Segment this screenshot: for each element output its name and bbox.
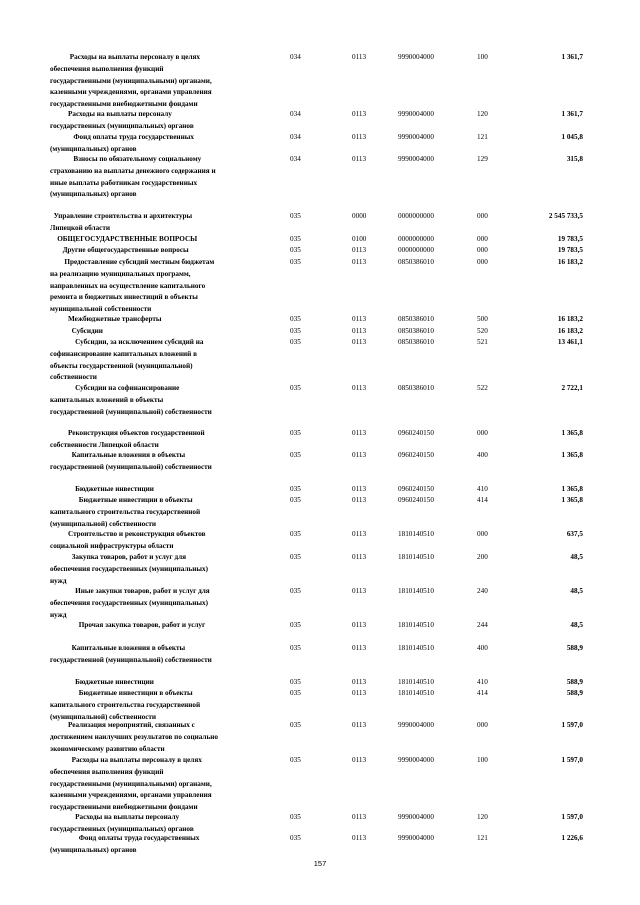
row-section-code: 0113 — [352, 678, 367, 686]
row-grbs-code: 035 — [290, 678, 301, 686]
row-grbs-code: 035 — [290, 384, 301, 392]
row-expense-type: 000 — [477, 530, 488, 538]
row-target-article: 0850386010 — [398, 327, 434, 335]
row-expense-type: 521 — [477, 338, 488, 346]
row-description: Фонд оплаты труда государственных (муниципальных) органов — [50, 834, 200, 854]
row-description: Бюджетные инвестиции в объекты капитального строительства государственной (муниципальной) собственности — [50, 496, 201, 528]
row-grbs-code: 035 — [290, 721, 301, 729]
row-description: Субсидии, за исключением субсидий на софинансирование капитальных вложений в объекты государственной (муниципальной) собственности — [50, 338, 204, 382]
row-target-article: 1810140510 — [398, 678, 434, 686]
row-expense-type: 240 — [477, 587, 488, 595]
row-target-article: 9990004000 — [398, 53, 434, 61]
row-amount: 16 183,2 — [557, 327, 583, 335]
row-grbs-code: 035 — [290, 530, 301, 538]
row-amount: 1 365,8 — [561, 451, 583, 459]
row-amount: 2 545 733,5 — [548, 212, 583, 220]
row-description: Расходы на выплаты персоналу государственных (муниципальных) органов — [50, 813, 194, 833]
row-description: Строительство и реконструкция объектов социальной инфраструктуры области — [50, 530, 206, 550]
row-target-article: 1810140510 — [398, 553, 434, 561]
row-amount: 637,5 — [566, 530, 583, 538]
row-section-code: 0113 — [352, 834, 367, 842]
row-target-article: 1810140510 — [398, 644, 434, 652]
row-amount: 48,5 — [570, 621, 583, 629]
row-description: Другие общегосударственные вопросы — [50, 246, 189, 254]
row-grbs-code: 035 — [290, 246, 301, 254]
row-target-article: 9990004000 — [398, 756, 434, 764]
row-section-code: 0113 — [352, 587, 367, 595]
row-description: Межбюджетные трансферты — [50, 315, 162, 323]
row-expense-type: 520 — [477, 327, 488, 335]
row-grbs-code: 035 — [290, 496, 301, 504]
row-grbs-code: 035 — [290, 587, 301, 595]
row-description: Реконструкция объектов государственной собственности Липецкой области — [50, 429, 205, 449]
row-section-code: 0113 — [352, 721, 367, 729]
row-target-article: 9990004000 — [398, 110, 434, 118]
row-target-article: 9990004000 — [398, 721, 434, 729]
row-grbs-code: 035 — [290, 621, 301, 629]
row-grbs-code: 035 — [290, 553, 301, 561]
row-description: Расходы на выплаты персоналу в целях обеспечения выполнения функций государственными (муниципальными) органами, казенными учреждениями, органами управления государственными внебюджетными фондами — [50, 756, 212, 812]
row-target-article: 0850386010 — [398, 258, 434, 266]
row-target-article: 0960240150 — [398, 485, 434, 493]
row-section-code: 0000 — [352, 212, 367, 220]
row-expense-type: 100 — [477, 756, 488, 764]
row-amount: 2 722,1 — [561, 384, 583, 392]
row-description: Бюджетные инвестиции — [50, 678, 154, 686]
row-target-article: 0850386010 — [398, 315, 434, 323]
row-description: Закупка товаров, работ и услуг для обеспечения государственных (муниципальных) нужд — [50, 553, 208, 585]
row-target-article: 9990004000 — [398, 133, 434, 141]
row-amount: 16 183,2 — [557, 258, 583, 266]
row-section-code: 0113 — [352, 133, 367, 141]
row-section-code: 0113 — [352, 429, 367, 437]
row-amount: 1 597,0 — [561, 721, 583, 729]
row-description: Расходы на выплаты персоналу государственных (муниципальных) органов — [50, 110, 194, 130]
row-target-article: 0960240150 — [398, 451, 434, 459]
row-amount: 1 361,7 — [561, 110, 583, 118]
row-expense-type: 000 — [477, 429, 488, 437]
row-amount: 1 597,0 — [561, 756, 583, 764]
row-grbs-code: 035 — [290, 756, 301, 764]
row-description: Предоставление субсидий местным бюджетам на реализацию муниципальных программ, направленных на осуществление капитального ремонта и бюджетных инвестиций в объекты муниципальной собственности — [50, 258, 215, 314]
row-description: Расходы на выплаты персоналу в целях обеспечения выполнения функций государственными (муниципальными) органами, казенными учреждениями, органами управления государственными внебюджетными фондами — [50, 53, 212, 109]
row-description: Субсидии на софинансирование капитальных вложений в объекты государственной (муниципальной) собственности — [50, 384, 212, 416]
row-amount: 315,8 — [566, 155, 583, 163]
row-target-article: 0850386010 — [398, 338, 434, 346]
row-target-article: 0960240150 — [398, 496, 434, 504]
row-amount: 1 597,0 — [561, 813, 583, 821]
row-amount: 1 361,7 — [561, 53, 583, 61]
row-section-code: 0113 — [352, 553, 367, 561]
row-expense-type: 121 — [477, 834, 488, 842]
row-section-code: 0113 — [352, 496, 367, 504]
row-section-code: 0113 — [352, 315, 367, 323]
row-grbs-code: 034 — [290, 110, 301, 118]
row-amount: 1 365,8 — [561, 429, 583, 437]
row-expense-type: 410 — [477, 678, 488, 686]
row-expense-type: 120 — [477, 110, 488, 118]
row-target-article: 0000000000 — [398, 235, 434, 243]
row-target-article: 0000000000 — [398, 246, 434, 254]
row-section-code: 0113 — [352, 756, 367, 764]
row-target-article: 0000000000 — [398, 212, 434, 220]
row-target-article: 9990004000 — [398, 155, 434, 163]
row-expense-type: 400 — [477, 644, 488, 652]
row-expense-type: 400 — [477, 451, 488, 459]
row-expense-type: 000 — [477, 246, 488, 254]
row-section-code: 0113 — [352, 644, 367, 652]
page-number: 157 — [313, 859, 327, 868]
row-target-article: 9990004000 — [398, 834, 434, 842]
row-target-article: 1810140510 — [398, 621, 434, 629]
row-target-article: 1810140510 — [398, 530, 434, 538]
row-grbs-code: 034 — [290, 155, 301, 163]
row-grbs-code: 035 — [290, 813, 301, 821]
row-amount: 19 783,5 — [557, 246, 583, 254]
row-section-code: 0113 — [352, 246, 367, 254]
row-grbs-code: 035 — [290, 338, 301, 346]
row-grbs-code: 035 — [290, 315, 301, 323]
row-grbs-code: 035 — [290, 212, 301, 220]
row-grbs-code: 035 — [290, 327, 301, 335]
row-amount: 1 365,8 — [561, 496, 583, 504]
row-expense-type: 121 — [477, 133, 488, 141]
row-description: Прочая закупка товаров, работ и услуг — [50, 621, 206, 629]
row-description: Взносы по обязательному социальному страхованию на выплаты денежного содержания и иные выплаты работникам государственных (муниципальных) органов — [50, 155, 216, 199]
row-amount: 588,9 — [566, 689, 583, 697]
row-section-code: 0113 — [352, 530, 367, 538]
row-section-code: 0113 — [352, 110, 367, 118]
row-section-code: 0113 — [352, 451, 367, 459]
row-expense-type: 522 — [477, 384, 488, 392]
row-grbs-code: 035 — [290, 451, 301, 459]
row-expense-type: 129 — [477, 155, 488, 163]
row-description: Капитальные вложения в объекты государственной (муниципальной) собственности — [50, 644, 212, 664]
row-amount: 48,5 — [570, 587, 583, 595]
row-expense-type: 414 — [477, 689, 488, 697]
row-description: Реализация мероприятий, связанных с достижением наилучших результатов по социально экономическому развитию области — [50, 721, 218, 753]
row-expense-type: 000 — [477, 721, 488, 729]
row-section-code: 0113 — [352, 813, 367, 821]
row-amount: 588,9 — [566, 678, 583, 686]
row-amount: 16 183,2 — [557, 315, 583, 323]
row-expense-type: 410 — [477, 485, 488, 493]
row-expense-type: 000 — [477, 212, 488, 220]
row-amount: 48,5 — [570, 553, 583, 561]
row-description: Фонд оплаты труда государственных (муниципальных) органов — [50, 133, 194, 153]
row-expense-type: 200 — [477, 553, 488, 561]
row-description: Капитальные вложения в объекты государственной (муниципальной) собственности — [50, 451, 212, 471]
row-amount: 1 365,8 — [561, 485, 583, 493]
row-description: Бюджетные инвестиции — [50, 485, 154, 493]
row-expense-type: 120 — [477, 813, 488, 821]
row-expense-type: 100 — [477, 53, 488, 61]
row-grbs-code: 035 — [290, 689, 301, 697]
row-expense-type: 500 — [477, 315, 488, 323]
row-grbs-code: 035 — [290, 485, 301, 493]
row-grbs-code: 035 — [290, 834, 301, 842]
row-section-code: 0113 — [352, 485, 367, 493]
row-section-code: 0113 — [352, 327, 367, 335]
row-grbs-code: 035 — [290, 235, 301, 243]
row-grbs-code: 035 — [290, 258, 301, 266]
row-section-code: 0113 — [352, 338, 367, 346]
row-target-article: 9990004000 — [398, 813, 434, 821]
row-description: ОБЩЕГОСУДАРСТВЕННЫЕ ВОПРОСЫ — [50, 235, 198, 243]
row-amount: 1 045,8 — [561, 133, 583, 141]
row-section-code: 0113 — [352, 384, 367, 392]
row-amount: 1 226,6 — [561, 834, 583, 842]
row-section-code: 0113 — [352, 155, 367, 163]
row-expense-type: 244 — [477, 621, 488, 629]
row-description: Субсидии — [50, 327, 103, 335]
row-grbs-code: 034 — [290, 53, 301, 61]
row-section-code: 0113 — [352, 689, 367, 697]
row-target-article: 1810140510 — [398, 689, 434, 697]
row-description: Бюджетные инвестиции в объекты капитального строительства государственной (муниципальной) собственности — [50, 689, 201, 721]
row-amount: 13 461,1 — [557, 338, 583, 346]
row-expense-type: 000 — [477, 235, 488, 243]
row-grbs-code: 034 — [290, 133, 301, 141]
row-section-code: 0113 — [352, 621, 367, 629]
row-target-article: 0960240150 — [398, 429, 434, 437]
row-expense-type: 000 — [477, 258, 488, 266]
row-target-article: 1810140510 — [398, 587, 434, 595]
row-section-code: 0100 — [352, 235, 367, 243]
row-amount: 588,9 — [566, 644, 583, 652]
row-section-code: 0113 — [352, 258, 367, 266]
row-target-article: 0850386010 — [398, 384, 434, 392]
row-amount: 19 783,5 — [557, 235, 583, 243]
row-description: Иные закупки товаров, работ и услуг для обеспечения государственных (муниципальных) нужд — [50, 587, 210, 619]
row-description: Управление строительства и архитектуры Липецкой области — [50, 212, 193, 232]
row-section-code: 0113 — [352, 53, 367, 61]
row-expense-type: 414 — [477, 496, 488, 504]
row-grbs-code: 035 — [290, 644, 301, 652]
row-grbs-code: 035 — [290, 429, 301, 437]
